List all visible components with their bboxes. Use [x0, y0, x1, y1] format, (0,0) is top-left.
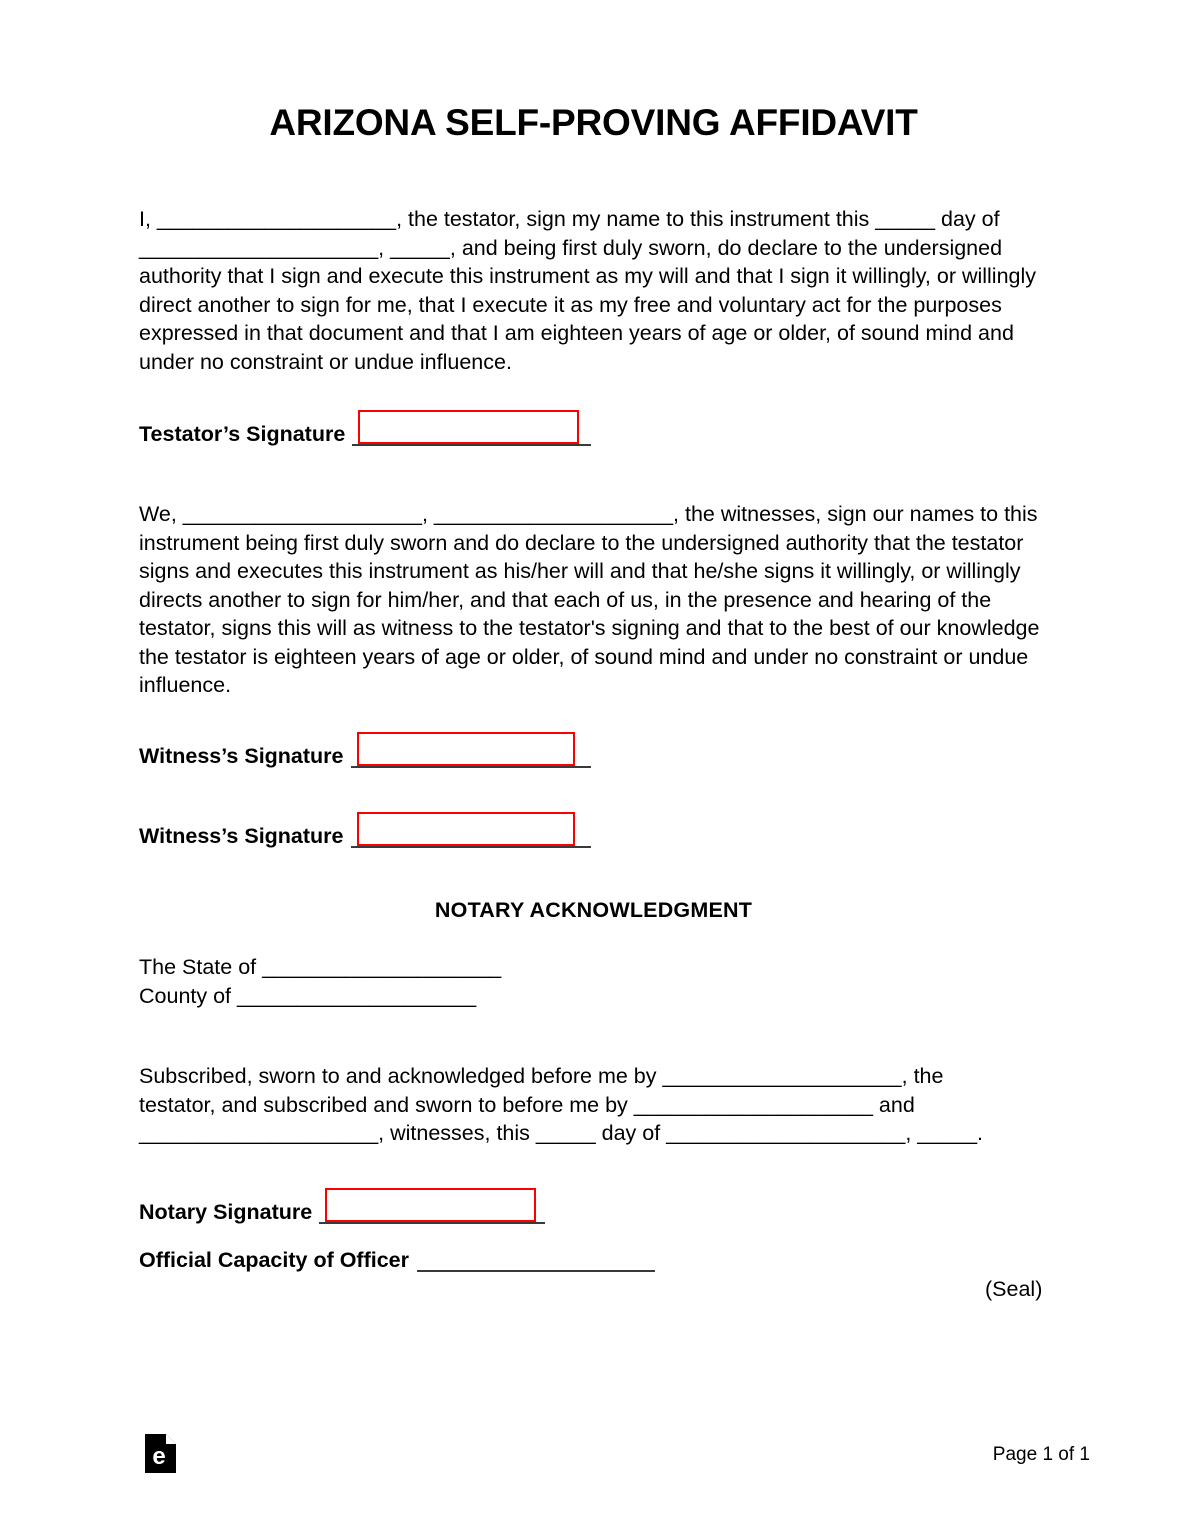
- notary-jurisdiction-block: [139, 953, 501, 1010]
- testator-signature-row: [139, 410, 591, 446]
- official-capacity-label: Official Capacity of Officer: [139, 1248, 410, 1272]
- witness-signature-field-2[interactable]: [351, 812, 591, 848]
- official-capacity-row: [139, 1248, 655, 1272]
- witness-declaration-paragraph: We, ____________________, ____________________, the witnesses, sign our names to this instrument being first duly sworn and do declare to the undersigned authority that the testator signs and executes this instrument as his/her will and that he/she signs it willingly, or willingly directs another to sign for him/her, and that each of us, in the presence and hearing of the testator, signs this will as witness to the testator's signing and that to the best of our knowledge the testator is eighteen years of age or older, of sound mind and under no constraint or undue influence.: [139, 502, 1040, 697]
- witness-signature-box-2[interactable]: [357, 812, 575, 846]
- witness-signature-box-1[interactable]: [357, 732, 575, 766]
- witness-signature-field-1[interactable]: [351, 732, 591, 768]
- witness-signature-label-2: Witness’s Signature: [139, 824, 344, 848]
- official-capacity-field[interactable]: [417, 1250, 655, 1272]
- page-title: ARIZONA SELF-PROVING AFFIDAVIT: [269, 102, 918, 143]
- testator-signature-box[interactable]: [358, 410, 579, 444]
- notary-signature-box[interactable]: [325, 1188, 536, 1222]
- notary-signature-field[interactable]: [319, 1188, 545, 1224]
- county-line: County of ____________________: [139, 983, 477, 1008]
- witness-signature-label-1: Witness’s Signature: [139, 744, 344, 768]
- notary-signature-row: [139, 1188, 545, 1224]
- witness-signature-row-2: [139, 812, 591, 848]
- witness-signature-row-1: [139, 732, 591, 768]
- seal-placeholder-label: (Seal): [985, 1277, 1043, 1301]
- testator-signature-label: Testator’s Signature: [139, 422, 346, 446]
- notary-acknowledgment-heading: NOTARY ACKNOWLEDGMENT: [434, 898, 753, 922]
- testator-declaration-paragraph: I, ____________________, the testator, sign my name to this instrument this _____ day of ____________________, _____, and being first duly sworn, do declare to the undersigned authority that I sign and execute this instrument as my will and that I sign it willingly, or willingly direct another to sign for me, that I execute it as my free and voluntary act for the purposes expressed in that document and that I am eighteen years of age or older, of sound mind and under no constraint or undue influence.: [139, 207, 1037, 374]
- notary-subscription-paragraph: Subscribed, sworn to and acknowledged before me by ____________________, the testator, and subscribed and sworn to before me by ____________________ and ____________________, witnesses, this _____ day of ____________________, _____.: [139, 1064, 984, 1145]
- notary-signature-label: Notary Signature: [139, 1200, 313, 1224]
- eforms-logo-letter: e: [152, 1443, 166, 1470]
- state-line: The State of ____________________: [139, 955, 502, 979]
- testator-signature-field[interactable]: [352, 410, 591, 446]
- page-indicator: Page 1 of 1: [992, 1444, 1090, 1465]
